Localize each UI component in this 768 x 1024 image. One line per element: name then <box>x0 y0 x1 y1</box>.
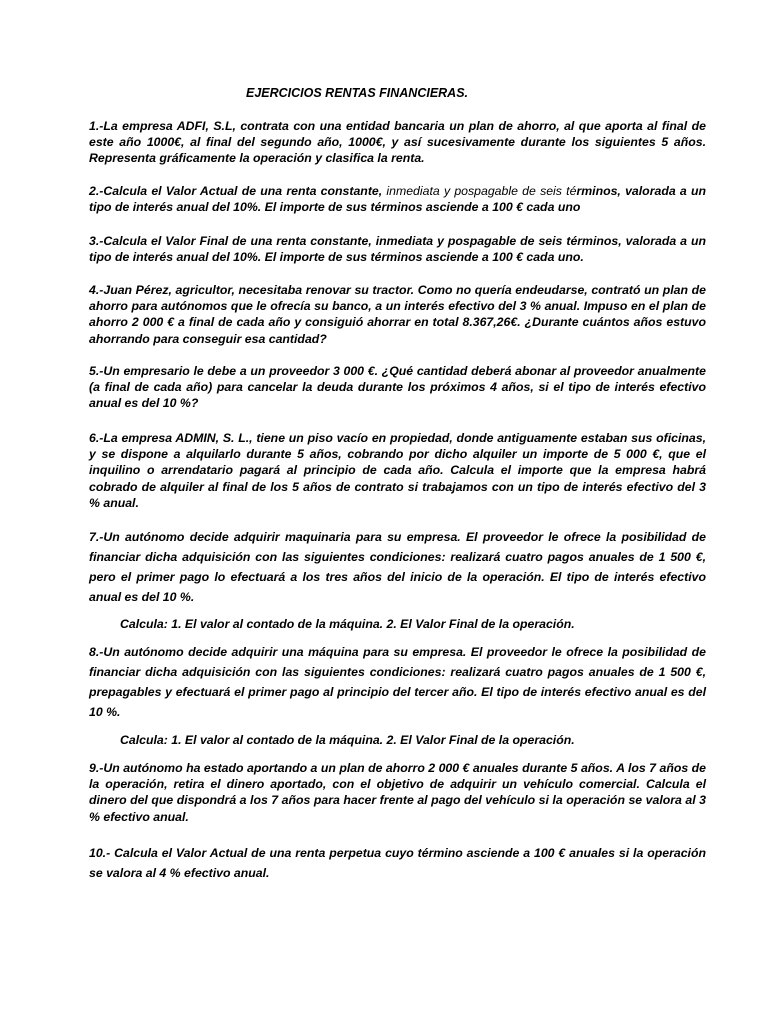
exercise-8: 8.-Un autónomo decide adquirir una máquina para su empresa. El proveedor le ofrece la posibilidad de financiar dicha adquisición con las siguientes condiciones: realizará cuatro pagos anuales de 1 500 €, prepagables y efectuará el primer pago al principio del tercer año. El tipo de interés efectivo anual es del 10 %. <box>89 645 706 719</box>
exercise-5: 5.-Un empresario le debe a un proveedor 3 000 €. ¿Qué cantidad deberá abonar al proveedor anualmente (a final de cada año) para cancelar la deuda durante los próximos 4 años, si el tipo de interés efectivo anual es del 10 %? <box>89 364 706 411</box>
exercise-7: 7.-Un autónomo decide adquirir maquinaria para su empresa. El proveedor le ofrece la posibilidad de financiar dicha adquisición con las siguientes condiciones: realizará cuatro pagos anuales de 1 500 €, pero el primer pago lo efectuará a los tres años del inicio de la operación. El tipo de interés efectivo anual es del 10 %. <box>89 530 706 604</box>
exercise-3: 3.-Calcula el Valor Final de una renta constante, inmediata y pospagable de seis términos, valorada a un tipo de interés anual del 10%. El importe de sus términos asciende a 100 € cada uno. <box>89 234 706 265</box>
exercise-2-part-c: rminos, valorada a un tipo de interés anual del 10%. El importe de sus términos asciende a 100 € cada uno <box>89 184 706 215</box>
exercise-2-part-a: 2.-Calcula el Valor Actual de una renta constante, <box>89 184 387 198</box>
document-title: EJERCICIOS RENTAS FINANCIERAS. <box>246 86 469 100</box>
exercise-9: 9.-Un autónomo ha estado aportando a un plan de ahorro 2 000 € anuales durante 5 años. A los 7 años de la operación, retira el dinero aportado, con el objetivo de adquirir un vehículo comercial. Calcula el dinero del que dispondrá a los 7 años para hacer frente al pago del vehículo si la operación se valora al 3 % efectivo anual. <box>89 761 706 824</box>
exercise-4: 4.-Juan Pérez, agricultor, necesitaba renovar su tractor. Como no quería endeudarse, contrató un plan de ahorro para autónomos que le ofrecía su banco, a un interés efectivo del 3 % anual. Impuso en el plan de ahorro 2 000 € a final de cada año y consiguió ahorrar en total 8.367,26€. ¿Durante cuántos años estuvo ahorrando para conseguir esa cantidad? <box>89 283 706 346</box>
exercise-8-calc: Calcula: 1. El valor al contado de la máquina. 2. El Valor Final de la operación. <box>120 733 575 747</box>
exercise-7-calc: Calcula: 1. El valor al contado de la máquina. 2. El Valor Final de la operación. <box>120 617 575 631</box>
exercise-2-part-b: inmediata y pospagable de seis té <box>386 184 577 198</box>
exercise-10: 10.- Calcula el Valor Actual de una renta perpetua cuyo término asciende a 100 € anuales si la operación se valora al 4 % efectivo anual. <box>89 846 706 880</box>
exercise-2 <box>89 183 706 215</box>
exercise-1: 1.-La empresa ADFI, S.L, contrata con una entidad bancaria un plan de ahorro, al que aporta al final de este año 1000€, al final del segundo año, 1000€, y así sucesivamente durante los siguientes 5 años. Representa gráficamente la operación y clasifica la renta. <box>89 119 706 166</box>
exercise-6: 6.-La empresa ADMIN, S. L., tiene un piso vacío en propiedad, donde antiguamente estaban sus oficinas, y se dispone a alquilarlo durante 5 años, cobrando por dicho alquiler un importe de 5 000 €, que el inquilino o arrendatario pagará al principio de cada año. Calcula el importe que la empresa habrá cobrado de alquiler al final de los 5 años de contrato si trabajamos con un tipo de interés efectivo del 3 % anual. <box>89 431 706 510</box>
